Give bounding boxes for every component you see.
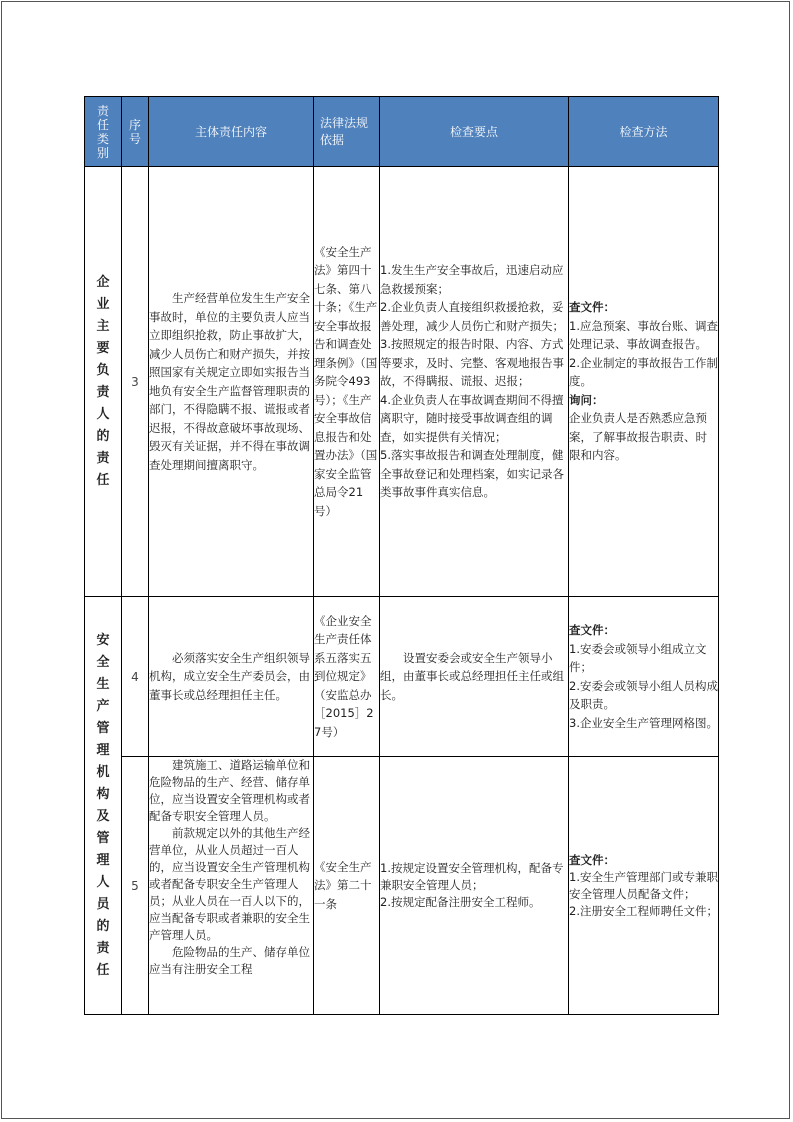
point-item: 2.按规定配备注册安全工程师。 (380, 895, 541, 909)
table-row (85, 757, 719, 1015)
method-item: 2.企业制定的事故报告工作制度。 (569, 355, 718, 389)
header-content: 主体责任内容 (149, 97, 314, 167)
method-item: 2.安委会或领导小组人员构成及职责。 (569, 678, 718, 711)
method-item: 1.安委会或领导小组成立文件； (569, 641, 707, 674)
header-method: 检查方法 (569, 97, 719, 167)
header-row (85, 97, 719, 167)
law-cell: 《安全生产法》第二十一条 (314, 757, 380, 1015)
point-item: 5.落实事故报告和调查处理制度，健全事故登记和处理档案，如实记录各类事故事件真实信息。 (380, 448, 564, 500)
points-cell (380, 757, 569, 1015)
docs-label: 查文件： (569, 852, 615, 867)
method-item: 2.注册安全工程师聘任文件； (569, 903, 718, 918)
ask-label: 询问： (569, 392, 604, 407)
point-item: 4.企业负责人在事故调查期间不得擅离职守，随时接受事故调查组的调查，如实提供有关情况； (380, 392, 564, 444)
docs-label: 查文件： (569, 300, 615, 315)
content-cell: 必须落实安全生产组织领导机构，成立安全生产委员会，由董事长或总经理担任主任。 (149, 597, 314, 757)
header-law: 法律法规依据 (314, 97, 380, 167)
seq-cell: 5 (122, 757, 149, 1015)
header-seq: 序号 (122, 97, 149, 167)
method-cell (569, 757, 719, 1015)
point-item: 1.发生生产安全事故后，迅速启动应急救援预案； (380, 263, 564, 296)
method-item: 3.企业安全生产管理网格图。 (569, 715, 718, 730)
method-cell (569, 597, 719, 757)
content-cell: 生产经营单位发生生产安全事故时，单位的主要负责人应当立即组织抢救，防止事故扩大，减少人员伤亡和财产损失，并按照国家有关规定立即如实报告当地负有安全生产监督管理职责的部门，不得隐瞒不报、谎报或者迟报，不得故意破坏事故现场、毁灭有关证据，并不得在事故调查处理期间擅离职守。 (149, 167, 314, 597)
points-cell: 设置安委会或安全生产领导小组，由董事长或总经理担任主任或组长。 (380, 597, 569, 757)
responsibility-table (84, 96, 719, 1015)
law-cell: 《企业安全生产责任体系五落实五到位规定》（安监总办［2015］27号） (314, 597, 380, 757)
seq-cell: 4 (122, 597, 149, 757)
seq-cell: 3 (122, 167, 149, 597)
points-cell (380, 167, 569, 597)
point-item: 1.按规定设置安全管理机构，配备专兼职安全管理人员； (380, 861, 564, 892)
docs-label: 查文件： (569, 623, 615, 637)
method-item: 1.应急预案、事故台账、调查处理记录、事故调查报告。 (569, 318, 718, 352)
content-cell: 建筑施工、道路运输单位和危险物品的生产、经营、储存单位，应当设置安全管理机构或者配备专职安全管理人员。 前款规定以外的其他生产经营单位，从业人员超过一百人的，应当设置安全生产管理机构或者配备专职安全生产管理人员；从业人员在一百人以下的，应当配备专职或者兼职的安全生产管理人员。 危险物品的生产、储存单位应当有注册安全工程 (149, 757, 314, 1015)
header-category: 责任类别 (85, 97, 122, 167)
category-cell: 企业主要负责人的责任 (85, 167, 122, 597)
ask-text: 企业负责人是否熟悉应急预案，了解事故报告职责、时限和内容。 (569, 411, 707, 463)
category-cell: 安全生产管理机构及管理人员的责任 (85, 597, 122, 1015)
point-item: 3.按照规定的报告时限、内容、方式等要求，及时、完整、客观地报告事故，不得瞒报、谎报、迟报； (380, 337, 564, 389)
table-row (85, 597, 719, 757)
point-item: 2.企业负责人直接组织救援抢救，妥善处理，减少人员伤亡和财产损失； (380, 300, 564, 333)
method-cell (569, 167, 719, 597)
law-cell: 《安全生产法》第四十七条、第八十条；《生产安全事故报告和调查处理条例》（国务院令493号）；《生产安全事故信息报告和处置办法》（国家安全监管总局令21号） (314, 167, 380, 597)
table-row (85, 167, 719, 597)
header-points: 检查要点 (380, 97, 569, 167)
method-item: 1.安全生产管理部门或专兼职安全管理人员配备文件； (569, 869, 718, 901)
